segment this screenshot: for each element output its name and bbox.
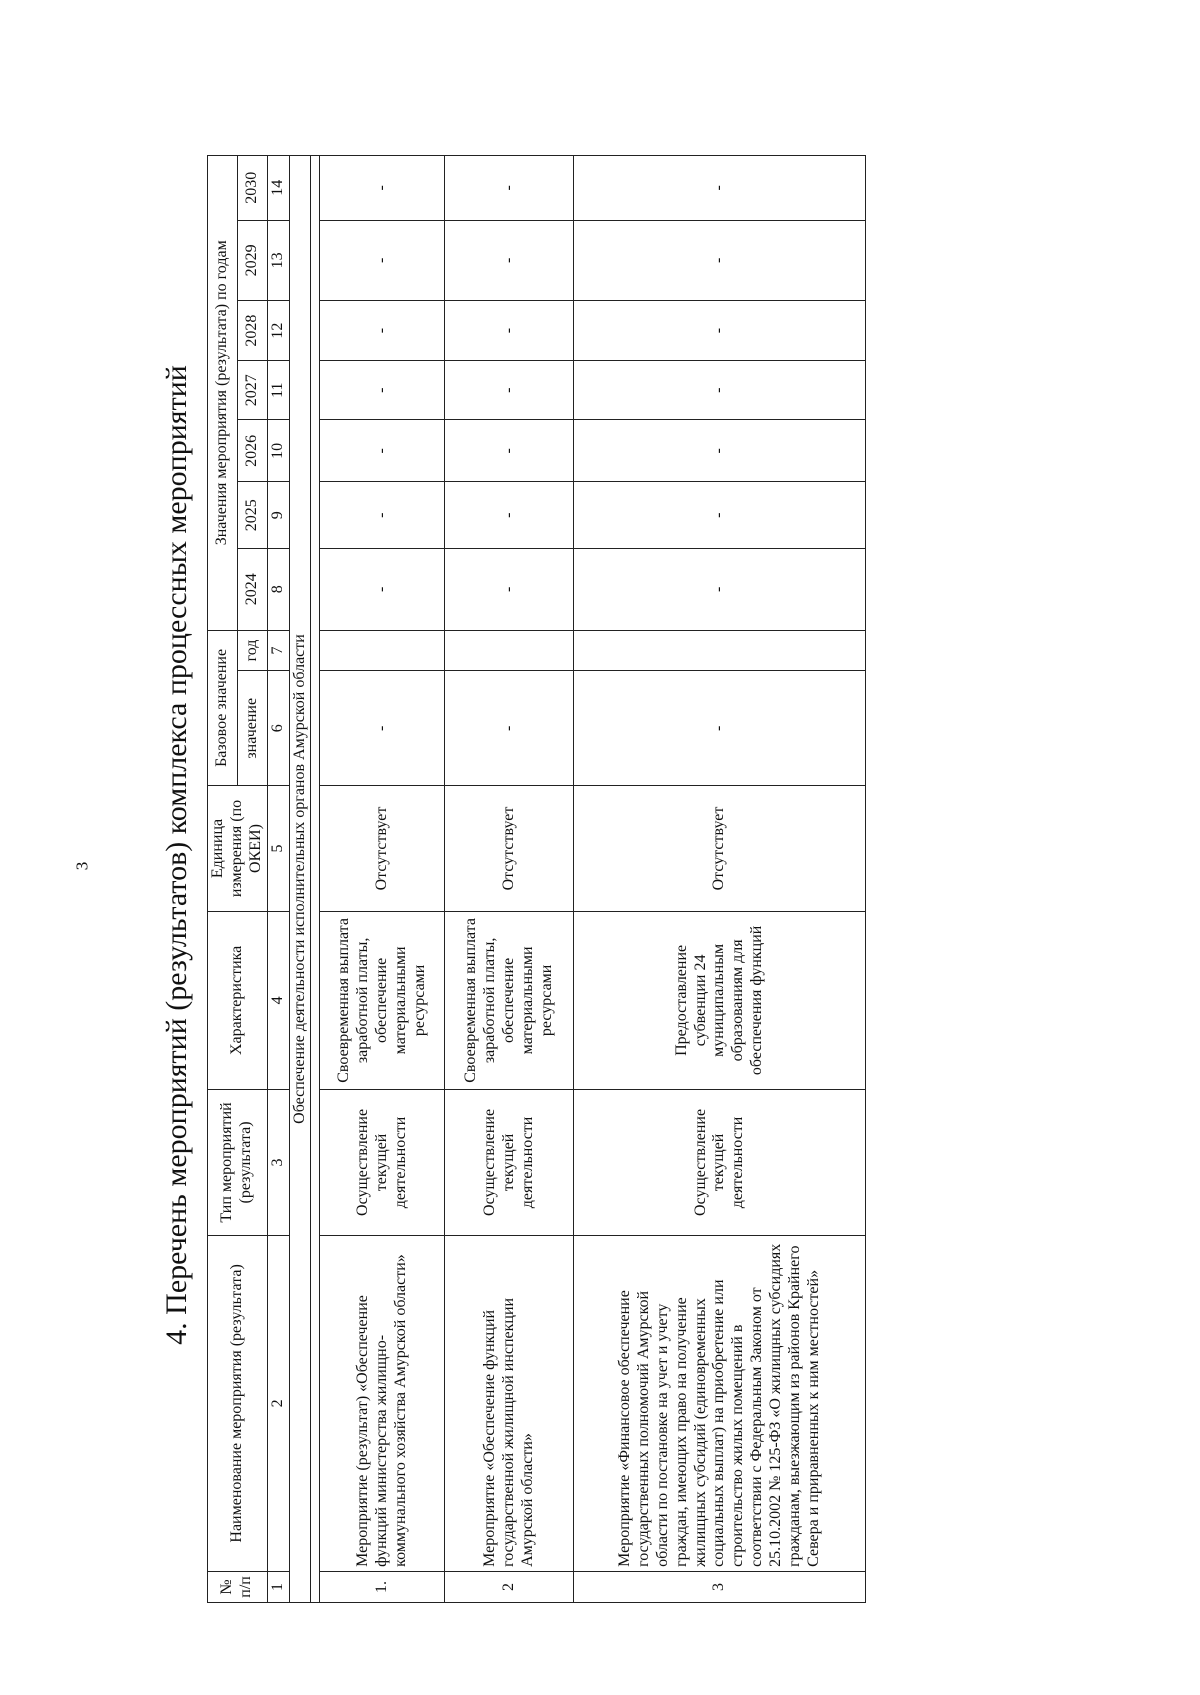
value-2028: - bbox=[445, 301, 574, 361]
column-number: 8 bbox=[267, 549, 289, 631]
header-characteristic: Характеристика bbox=[208, 911, 268, 1089]
value-2028: - bbox=[320, 301, 445, 361]
base-value: - bbox=[445, 671, 574, 786]
value-2024: - bbox=[445, 549, 574, 631]
header-row-1 bbox=[208, 156, 238, 1603]
base-value: - bbox=[320, 671, 445, 786]
value-2029: - bbox=[320, 220, 445, 301]
activity-characteristic: Своевременная выплата заработной платы, обеспечение материальными ресурсами bbox=[320, 911, 445, 1089]
column-number: 14 bbox=[267, 156, 289, 221]
column-number: 6 bbox=[267, 671, 289, 786]
base-year bbox=[445, 630, 574, 671]
activity-characteristic: Своевременная выплата заработной платы, обеспечение материальными ресурсами bbox=[445, 911, 574, 1089]
column-number: 1 bbox=[267, 1571, 289, 1602]
header-base-value: значение bbox=[237, 671, 267, 786]
activity-name: Мероприятие «Финансовое обеспечение государственных полномочий Амурской области по постановке на учет и учету граждан, имеющих право на получение жилищных субсидий (единовременных социальных выплат) на приобретение или строительство жилых помещений в соответствии с Федеральным Законом от 25.10.2002 № 125-ФЗ «О жилищных субсидиях гражданам, выезжающим из районов Крайнего Севера и приравненных к ним местностей» bbox=[574, 1235, 866, 1571]
row-number: 3 bbox=[574, 1571, 866, 1602]
value-2026: - bbox=[574, 420, 866, 482]
column-number: 7 bbox=[267, 630, 289, 671]
activity-type: Осуществление текущей деятельности bbox=[574, 1089, 866, 1235]
header-values-by-year: Значения мероприятия (результата) по годам bbox=[208, 156, 238, 631]
page-title: 4. Перечень мероприятий (результатов) комплекса процессных мероприятий bbox=[160, 365, 193, 1345]
activity-type: Осуществление текущей деятельности bbox=[445, 1089, 574, 1235]
activity-type: Осуществление текущей деятельности bbox=[320, 1089, 445, 1235]
value-2027: - bbox=[574, 361, 866, 420]
page-number: 3 bbox=[72, 861, 92, 871]
header-num: № п/п bbox=[208, 1571, 268, 1602]
header-year: 2029 bbox=[237, 220, 267, 301]
value-2027: - bbox=[445, 361, 574, 420]
value-2030: - bbox=[445, 156, 574, 221]
activity-unit: Отсутствует bbox=[574, 786, 866, 912]
row-number: 2 bbox=[445, 1571, 574, 1602]
table-row bbox=[445, 156, 574, 1603]
value-2025: - bbox=[574, 482, 866, 549]
base-year bbox=[574, 630, 866, 671]
header-year: 2028 bbox=[237, 301, 267, 361]
header-base-year: год bbox=[237, 630, 267, 671]
header-year: 2025 bbox=[237, 482, 267, 549]
column-numbers-row bbox=[267, 156, 289, 1603]
column-number: 12 bbox=[267, 301, 289, 361]
header-name: Наименование мероприятия (результата) bbox=[208, 1235, 268, 1571]
column-number: 10 bbox=[267, 420, 289, 482]
header-year: 2024 bbox=[237, 549, 267, 631]
column-number: 3 bbox=[267, 1089, 289, 1235]
activity-unit: Отсутствует bbox=[445, 786, 574, 912]
header-year: 2027 bbox=[237, 361, 267, 420]
value-2029: - bbox=[574, 220, 866, 301]
column-number: 2 bbox=[267, 1235, 289, 1571]
value-2025: - bbox=[445, 482, 574, 549]
column-number: 13 bbox=[267, 220, 289, 301]
column-number: 11 bbox=[267, 361, 289, 420]
activity-characteristic: Предоставление субвенции 24 муниципальным образованиям для обеспечения функций bbox=[574, 911, 866, 1089]
row-number: 1. bbox=[320, 1571, 445, 1602]
value-2027: - bbox=[320, 361, 445, 420]
activities-table bbox=[207, 155, 866, 1603]
base-value: - bbox=[574, 671, 866, 786]
value-2030: - bbox=[320, 156, 445, 221]
value-2026: - bbox=[445, 420, 574, 482]
value-2025: - bbox=[320, 482, 445, 549]
value-2024: - bbox=[320, 549, 445, 631]
header-year: 2030 bbox=[237, 156, 267, 221]
header-type: Тип мероприятий (результата) bbox=[208, 1089, 268, 1235]
value-2030: - bbox=[574, 156, 866, 221]
header-year: 2026 bbox=[237, 420, 267, 482]
activity-name: Мероприятие (результат) «Обеспечение функций министерства жилищно-коммунального хозяйства Амурской области» bbox=[320, 1235, 445, 1571]
base-year bbox=[320, 630, 445, 671]
section-title: Обеспечение деятельности исполнительных органов Амурской области bbox=[289, 156, 311, 1603]
header-unit: Единица измерения (по ОКЕИ) bbox=[208, 786, 268, 912]
activity-unit: Отсутствует bbox=[320, 786, 445, 912]
column-number: 4 bbox=[267, 911, 289, 1089]
column-number: 9 bbox=[267, 482, 289, 549]
spacer-row bbox=[311, 156, 320, 1603]
header-base: Базовое значение bbox=[208, 630, 238, 786]
activity-name: Мероприятие «Обеспечение функций государственной жилищной инспекции Амурской области» bbox=[445, 1235, 574, 1571]
rotated-page-content bbox=[120, 85, 1200, 1625]
table-row bbox=[574, 156, 866, 1603]
value-2024: - bbox=[574, 549, 866, 631]
section-row bbox=[289, 156, 311, 1603]
column-number: 5 bbox=[267, 786, 289, 912]
value-2026: - bbox=[320, 420, 445, 482]
value-2029: - bbox=[445, 220, 574, 301]
table-row bbox=[320, 156, 445, 1603]
value-2028: - bbox=[574, 301, 866, 361]
